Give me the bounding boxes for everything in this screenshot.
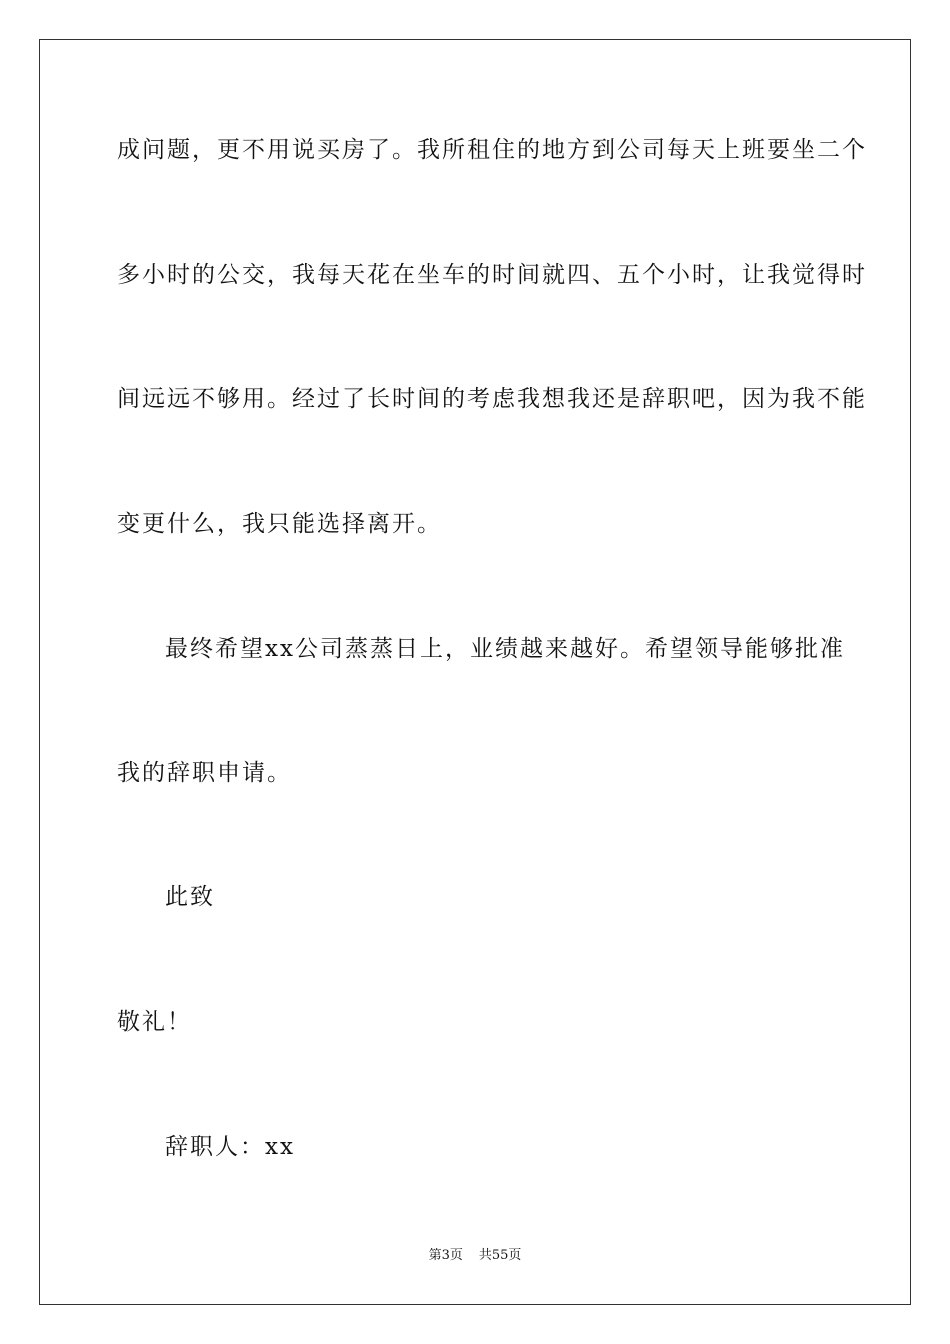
closing-respect: 敬礼！: [117, 1009, 192, 1035]
page-number: 第3页: [428, 1248, 463, 1263]
closing-salutation: 此致: [165, 884, 215, 910]
paragraph-line-6: 我的辞职申请。: [117, 760, 292, 786]
signature-line: 辞职人：xx: [165, 1134, 295, 1160]
page-total: 共55页: [478, 1248, 522, 1263]
paragraph-line-5: 最终希望xx公司蒸蒸日上，业绩越来越好。希望领导能够批准: [165, 636, 845, 662]
paragraph-line-2: 多小时的公交，我每天花在坐车的时间就四、五个小时，让我觉得时: [117, 262, 867, 288]
page-frame: [39, 39, 911, 1305]
page-footer: [0, 1247, 950, 1265]
paragraph-line-3: 间远远不够用。经过了长时间的考虑我想我还是辞职吧，因为我不能: [117, 386, 867, 412]
paragraph-line-4: 变更什么，我只能选择离开。: [117, 511, 442, 537]
paragraph-line-1: 成问题，更不用说买房了。我所租住的地方到公司每天上班要坐二个: [117, 137, 867, 163]
